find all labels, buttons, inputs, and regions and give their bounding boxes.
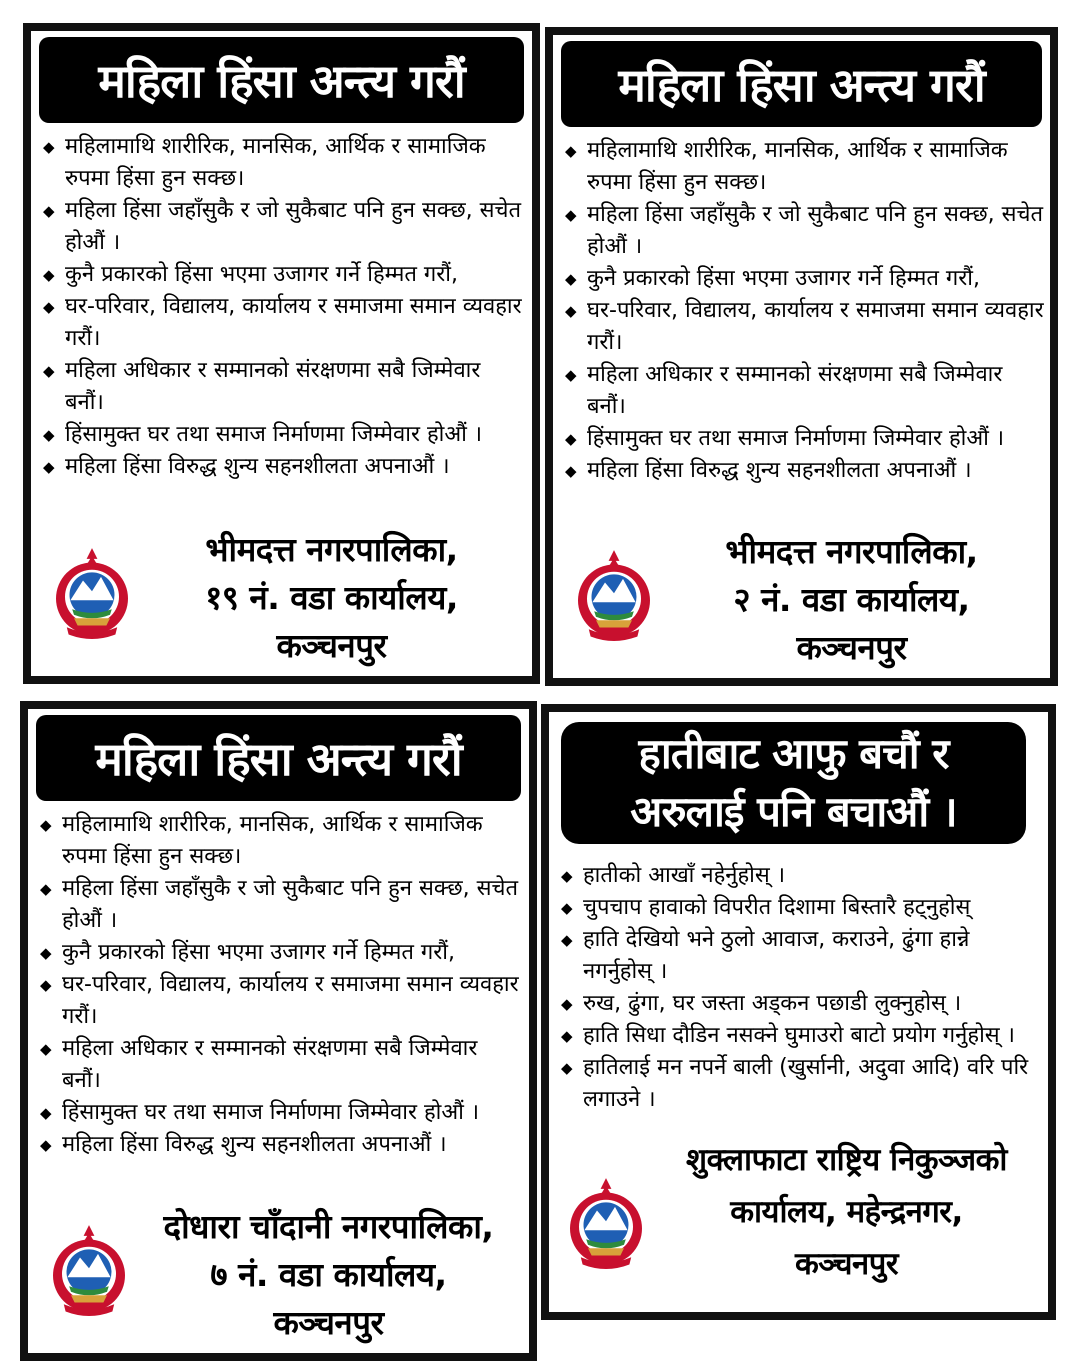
points-list	[41, 131, 526, 483]
district-name: कञ्चनपुर	[276, 626, 387, 665]
poster-title-bar	[561, 41, 1042, 127]
list-item: ◆ घर-परिवार, विद्यालय, कार्यालय र समाजमा समान व्यवहार गरौं।	[38, 969, 523, 1033]
list-item: ◆ कुनै प्रकारको हिंसा भएमा उजागर गर्ने हिम्मत गरौं,	[38, 937, 523, 969]
office-location: कार्यालय, महेन्द्रनगर,	[730, 1194, 963, 1230]
nepal-government-emblem-icon	[47, 544, 137, 644]
district-name: कञ्चनपुर	[796, 628, 907, 667]
list-item: ◆ घर-परिवार, विद्यालय, कार्यालय र समाजमा समान व्यवहार गरौं।	[41, 291, 526, 355]
nepal-government-emblem-icon	[44, 1221, 134, 1321]
poster-title: महिला हिंसा अन्त्य गरौं	[95, 732, 462, 786]
list-item: ◆ महिला अधिकार र सम्मानको संरक्षणमा सबै जिम्मेवार बनौं।	[38, 1033, 523, 1097]
list-item: ◆ हातिलाई मन नपर्ने बाली (खुर्सानी, अदुवा आदि) वरि परि लगाउने ।	[559, 1052, 1038, 1116]
office-name	[653, 528, 1050, 672]
office-footer	[553, 528, 1050, 678]
list-item: ◆ हातीको आखाँ नहेर्नुहोस् ।	[559, 860, 1038, 892]
list-item: ◆ महिला हिंसा जहाँसुकै र जो सुकैबाट पनि हुन सक्छ, सचेत होऔं ।	[41, 195, 526, 259]
district-name: कञ्चनपुर	[273, 1303, 384, 1342]
poster-title: महिला हिंसा अन्त्य गरौं	[98, 54, 465, 108]
list-item: ◆ महिला अधिकार र सम्मानको संरक्षणमा सबै जिम्मेवार बनौं।	[41, 355, 526, 419]
municipality-name: दोधारा चाँदानी नगरपालिका,	[163, 1207, 494, 1246]
poster-title-bar	[561, 722, 1026, 844]
points-list	[563, 135, 1044, 487]
list-item: ◆ हिंसामुक्त घर तथा समाज निर्माणमा जिम्मेवार होऔं ।	[563, 423, 1044, 455]
office-name	[131, 526, 532, 670]
poster-title-bar	[39, 37, 524, 123]
list-item: ◆ हाति देखियो भने ठुलो आवाज, कराउने, ढुंगा हान्ने नगर्नुहोस् ।	[559, 924, 1038, 988]
office-name	[645, 1134, 1048, 1290]
poster-ward-7	[20, 701, 537, 1361]
ward-office: २ नं. वडा कार्यालय,	[733, 580, 970, 619]
points-list	[38, 809, 523, 1161]
office-name	[128, 1203, 529, 1347]
list-item: ◆ घर-परिवार, विद्यालय, कार्यालय र समाजमा समान व्यवहार गरौं।	[563, 295, 1044, 359]
poster-elephant-safety	[541, 704, 1056, 1320]
ward-office: १९ नं. वडा कार्यालय,	[205, 578, 458, 617]
municipality-name: भीमदत्त नगरपालिका,	[205, 530, 458, 569]
list-item: ◆ महिला हिंसा जहाँसुकै र जो सुकैबाट पनि हुन सक्छ, सचेत होऔं ।	[38, 873, 523, 937]
poster-title-line-2: अरुलाई पनि बचाऔं ।	[630, 787, 957, 836]
list-item: ◆ महिला हिंसा जहाँसुकै र जो सुकैबाट पनि हुन सक्छ, सचेत होऔं ।	[563, 199, 1044, 263]
ward-office: ७ नं. वडा कार्यालय,	[210, 1255, 447, 1294]
nepal-government-emblem-icon	[569, 546, 659, 646]
nepal-government-emblem-icon	[561, 1174, 651, 1274]
list-item: ◆ हिंसामुक्त घर तथा समाज निर्माणमा जिम्मेवार होऔं ।	[41, 419, 526, 451]
park-office-name: शुक्लाफाटा राष्ट्रिय निकुञ्जको	[686, 1142, 1007, 1178]
list-item: ◆ कुनै प्रकारको हिंसा भएमा उजागर गर्ने हिम्मत गरौं,	[563, 263, 1044, 295]
office-footer	[549, 1134, 1048, 1312]
list-item: ◆ चुपचाप हावाको विपरीत दिशामा बिस्तारै हट्नुहोस्	[559, 892, 1038, 924]
list-item: ◆ महिलामाथि शारीरिक, मानसिक, आर्थिक र सामाजिक रुपमा हिंसा हुन सक्छ।	[41, 131, 526, 195]
list-item: ◆ महिला हिंसा विरुद्ध शुन्य सहनशीलता अपनाऔं ।	[41, 451, 526, 483]
list-item: ◆ हिंसामुक्त घर तथा समाज निर्माणमा जिम्मेवार होऔं ।	[38, 1097, 523, 1129]
poster-title-bar	[36, 715, 521, 801]
list-item: ◆ महिला हिंसा विरुद्ध शुन्य सहनशीलता अपनाऔं ।	[563, 455, 1044, 487]
list-item: ◆ कुनै प्रकारको हिंसा भएमा उजागर गर्ने हिम्मत गरौं,	[41, 259, 526, 291]
points-list	[559, 860, 1038, 1116]
municipality-name: भीमदत्त नगरपालिका,	[725, 532, 978, 571]
poster-ward-2	[545, 27, 1058, 686]
list-item: ◆ महिला हिंसा विरुद्ध शुन्य सहनशीलता अपनाऔं ।	[38, 1129, 523, 1161]
list-item: ◆ हाति सिधा दौडिन नसक्ने घुमाउरो बाटो प्रयोग गर्नुहोस् ।	[559, 1020, 1038, 1052]
poster-ward-19	[23, 23, 540, 684]
office-footer	[31, 526, 532, 676]
poster-title: महिला हिंसा अन्त्य गरौं	[618, 58, 985, 112]
list-item: ◆ महिलामाथि शारीरिक, मानसिक, आर्थिक र सामाजिक रुपमा हिंसा हुन सक्छ।	[563, 135, 1044, 199]
district-name: कञ्चनपुर	[794, 1246, 899, 1282]
list-item: ◆ महिलामाथि शारीरिक, मानसिक, आर्थिक र सामाजिक रुपमा हिंसा हुन सक्छ।	[38, 809, 523, 873]
list-item: ◆ रुख, ढुंगा, घर जस्ता अड्कन पछाडी लुक्नुहोस् ।	[559, 988, 1038, 1020]
office-footer	[28, 1203, 529, 1353]
list-item: ◆ महिला अधिकार र सम्मानको संरक्षणमा सबै जिम्मेवार बनौं।	[563, 359, 1044, 423]
poster-title-line-1: हातीबाट आफु बचौं र	[638, 729, 949, 778]
